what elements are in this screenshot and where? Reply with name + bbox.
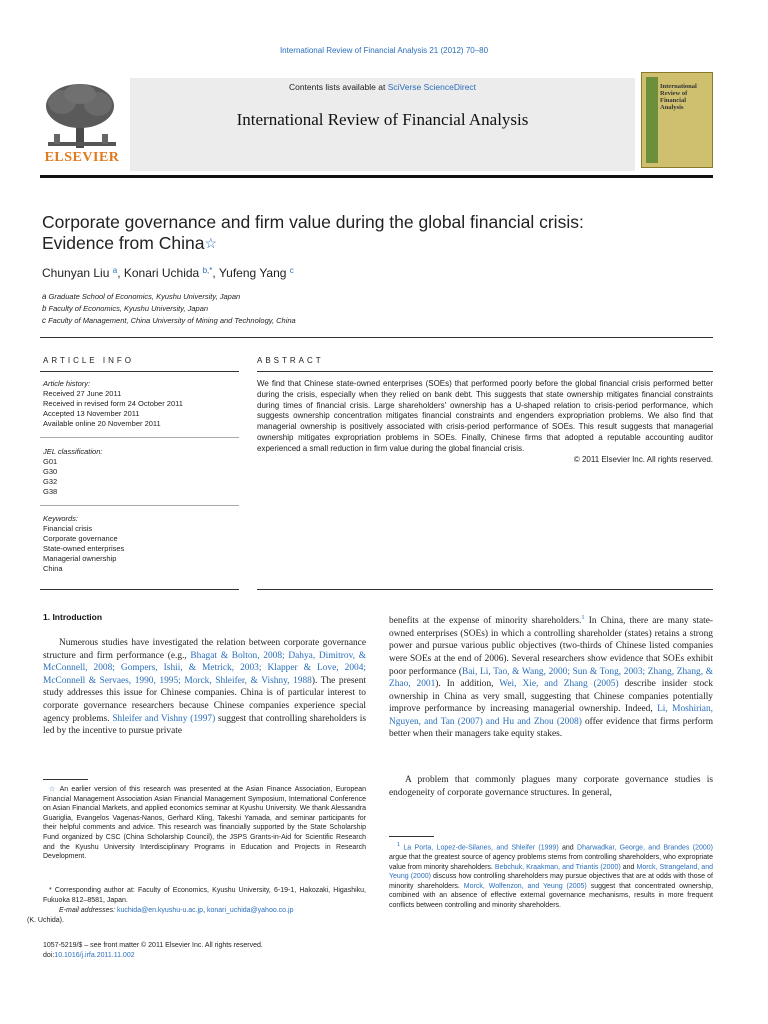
author-affiliation-mark[interactable]: a [112,266,118,275]
doi-link[interactable]: 10.1016/j.irfa.2011.11.002 [54,951,135,959]
author-list: Chunyan Liu $^a$, Konari Uchida $^{b,*}$, Yufeng Yang $^c$ [42,266,294,280]
footnote-corresponding-author: * Corresponding author at: Faculty of Economics, Kyushu University, 6-19-1, Hakozaki, Higashiku, Fukuoka 812–8581, Japan. [43,887,366,904]
email-link[interactable]: kuchida@en.kyushu-u.ac.jp [116,907,204,914]
abstract-text: We find that Chinese state-owned enterprises (SOEs) that performed poorly before the global financial crisis performed better during the crisis, especially when they relied on bank debt. This suggests that state ownership mitigates financial constraints during times of financial crisis. Large shareholders' ownership has a U-shaped relation to crisis-period performance, which suggests ownership concentration mitigates financial constraints and engenders expropriation problems. We also find that managerial ownership is positively associated with crisis-period performance of SOEs. This result suggests that managerial ownership mitigates expropriation problems in SOEs. Finally, Chinese firms that adopted a reputable accounting auditor experienced a small reduction in firm value during the global financial crisis. [257,379,713,453]
sciencedirect-link[interactable]: SciVerse ScienceDirect [387,82,477,92]
journal-cover-image[interactable] [641,72,713,168]
title-line-1: Corporate governance and firm value during the global financial crisis: [42,212,584,232]
abstract-bottom-rule [257,589,713,590]
author-affiliation-mark[interactable]: b,* [202,266,213,275]
footnote-star: ☆ An earlier version of this research was presented at the Asian Finance Association, European Financial Management Association Asian Financial Management Symposium, International Conference on Asian Financial Markets, and applied economics seminar at Kyushu University. We thank Alessandra Guariglia, Evangelos Vagenas-Nanos, Gerhard Kling, Takeshi Yamada, and seminar participants for their helpful comments and advice. This research was financially supported by the State Scholarship Fund organized by CSC (China Scholarship Council), the JSPS Grants-in-Aid for Scientific Research and the Kyushu University Interdisciplinary Programs in Education and Projects in Research Development. [43,786,366,861]
citation-link[interactable]: Dharwadkar, George, and Brandes (2000) [577,844,713,852]
journal-title: International Review of Financial Analysis [236,110,529,129]
affiliation: a Graduate School of Economics, Kyushu University, Japan [42,292,241,301]
keywords: Keywords: Financial crisis Corporate governance State-owned enterprises Managerial ownership China [43,514,125,573]
abstract-body [257,379,713,465]
intro-paragraph-2: A problem that commonly plagues many corporate governance studies is endogeneity of corporate governance structures. In general, [389,775,713,798]
author-name: Yufeng Yang [218,266,287,280]
info-divider [40,437,239,438]
cover-title: International Review of Financial Analysis [660,83,697,111]
citation-link[interactable]: Shleifer and Vishny (1997) [112,713,216,724]
article-title [42,212,722,254]
citation-link[interactable]: Morck, Wolfenzon, and Yeung (2005) [463,882,587,890]
article-info-rule [40,371,239,372]
citation-link[interactable]: Bai, Li, Tao, & Wang, 2000; Sun & Tong, 2003; Zhang, Zhang, & Zhao, 2001 [389,666,714,690]
title-line-2: Evidence from China [42,233,205,253]
contents-prefix: Contents lists available at [288,82,388,92]
jel-classification: JEL classification: G01 G30 G32 G38 [43,447,103,496]
section-heading-introduction: 1. Introduction [43,612,103,622]
intro-paragraph-1: Numerous studies have investigated the relation between corporate governance structure and firm performance (e.g., Bhagat & Bolton, 2008; Dahya, Dimitrov, & McConnell, 2008; Gompers, Ishii, & Metrick, 2003; Klapper & Love, 2004; McConnell & Servaes, 1990, 1995; Morck, Shleifer, & Vishny, 1988). The present study addresses this issue for Chinese companies. China is of particular interest to corporate governance researchers because Chinese companies experience special agency problems. Shleifer and Vishny (1997) suggest that controlling shareholders is led by the incentive to pursue private [43,638,367,737]
affiliation: b Faculty of Economics, Kyushu University, Japan [42,304,209,313]
email-link[interactable]: konari_uchida@yahoo.co.jp [206,907,294,914]
citation-link[interactable]: Morck, Strangeland, and Yeung (2000) [389,863,713,881]
article-info-bottom-rule [40,589,239,590]
cover-strip [646,77,658,163]
footnote-email: E-mail addresses: kuchida@en.kyushu-u.ac.jp, konari_uchida@yahoo.co.jp (K. Uchida). [27,907,294,924]
footnote-rule [43,779,88,780]
citation-link[interactable]: Wei, Xie, and Zhang (2005) [499,679,619,690]
article-history: Article history: Received 27 June 2011 Received in revised form 24 October 2011 Accepted 13 November 2011 Available online 20 November 2011 [43,379,183,428]
citation-link[interactable]: Li, Moshirian, Nguyen, and Tan (2007) and Hu and Zhou (2008) [389,704,713,727]
header-rule [40,175,713,178]
footnote-star-icon[interactable]: ☆ [49,786,57,793]
affiliation-rule [40,337,713,338]
affiliation: c Faculty of Management, China University of Mining and Technology, China [42,316,296,325]
abstract-copyright: © 2011 Elsevier Inc. All rights reserved. [573,454,713,464]
article-info-heading: ARTICLE INFO [43,356,134,365]
author-name: Chunyan Liu [42,266,110,280]
citation-link[interactable]: Bebchuk, Kraakman, and Triantis (2000) [494,863,621,871]
footnote-1-mark[interactable]: 1 [581,614,585,621]
citation-link[interactable]: Bhagat & Bolton, 2008; Dahya, Dimitrov, & McConnell, 2008; Gompers, Ishii, & Metrick, 2003; Klapper & Love, 2004; McConnell & Servaes, 1990, 1995; Morck, Shleifer, & Vishny, 1988 [43,650,366,686]
abstract-heading: ABSTRACT [257,356,324,365]
title-footnote-star-icon[interactable]: ☆ [204,235,218,251]
footnote-1: $^1$ La Porta, Lopez-de-Silanes, and Shleifer (1999) and Dharwadkar, George, and Brandes (2000) argue that the greatest source of agency problems stems from controlling shareholders, who expropriate value from minority shareholders. Bebchuk, Kraakman, and Triantis (2000) and Morck, Strangeland, and Yeung (2000) discuss how controlling shareholders may pursue objectives that are at odds with those of minority shareholders. Morck, Wolfenzon, and Yeung (2005) suggest that concentrated ownership, combined with an absence of effective external governance mechanisms, results in more frequent conflicts between controlling and minority shareholders. [389,842,714,909]
citation-link[interactable]: La Porta, Lopez-de-Silanes, and Shleifer (1999) [403,844,559,852]
intro-paragraph-1-continued: benefits at the expense of minority shareholders.$^1$ In China, there are many state-owned enterprises (SOEs) in which a controlling shareholder (states) retains a strong power and pursue various public objectives (two-thirds of Chinese listed companies were SOEs at the end of 2006). Several researchers show evidence that SOEs exhibit poor performance (Bai, Li, Tao, & Wang, 2000; Sun & Tong, 2003; Zhang, Zhang, & Zhao, 2001). In addition, Wei, Xie, and Zhang (2005) describe insider stock ownership in China as very small, suggesting that Chinese companies potentially improve performance by increasing managerial ownership. Indeed, Li, Moshirian, Nguyen, and Tan (2007) and Hu and Zhou (2008) offer evidence that firms perform better when their managers take equity stakes. [389,614,714,740]
abstract-rule [257,371,713,372]
info-divider [40,505,239,506]
publisher-name: ELSEVIER [44,150,120,165]
journal-reference[interactable]: International Review of Financial Analysis 21 (2012) 70–80 [279,46,489,55]
page-footer: 1057-5219/$ – see front matter © 2011 Elsevier Inc. All rights reserved. doi:10.1016/j.irfa.2011.11.002 [43,942,263,959]
author-name: Konari Uchida [123,266,200,280]
author-affiliation-mark[interactable]: c [289,266,294,275]
contents-line [130,82,635,92]
issn-line: 1057-5219/$ – see front matter © 2011 Elsevier Inc. All rights reserved. [43,942,263,949]
footnote-rule [389,836,434,837]
